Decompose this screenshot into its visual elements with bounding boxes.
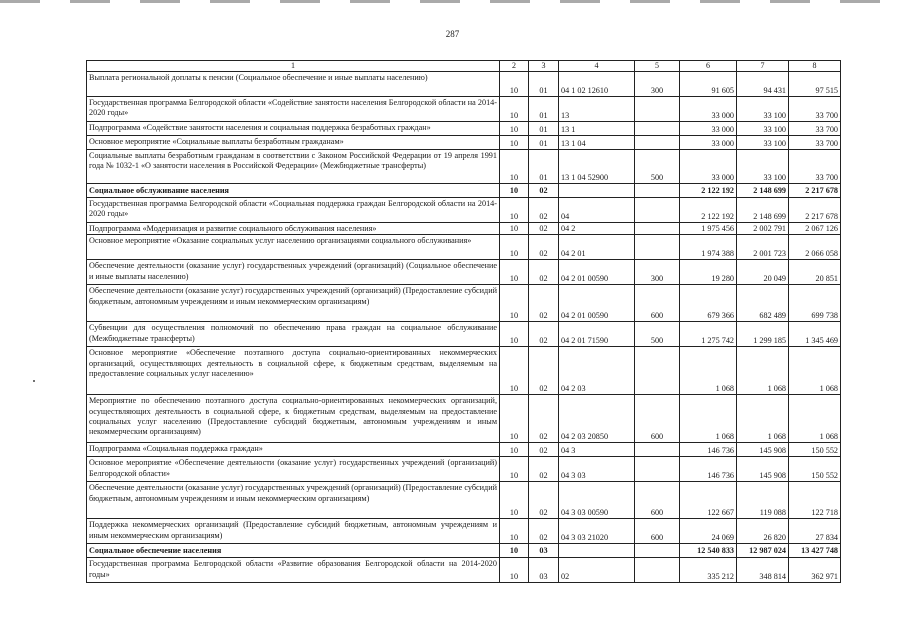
amount-year-3: 2 217 678 (789, 184, 841, 198)
expense-type-code: 500 (635, 322, 680, 347)
section-row (87, 184, 841, 198)
subsection-code: 02 (529, 395, 559, 443)
table-row (87, 347, 841, 395)
subsection-code: 01 (529, 122, 559, 136)
table-row (87, 97, 841, 122)
row-description: Подпрограмма «Социальная поддержка граждан» (87, 443, 500, 457)
amount-year-2: 2 002 791 (737, 223, 789, 235)
amount-year-1: 2 122 192 (680, 184, 737, 198)
amount-year-2: 145 908 (737, 457, 789, 482)
row-description: Социальное обслуживание населения (87, 184, 500, 198)
expense-type-code (635, 122, 680, 136)
expense-type-code (635, 97, 680, 122)
amount-year-1: 1 974 388 (680, 235, 737, 260)
section-code: 10 (500, 443, 529, 457)
row-description: Государственная программа Белгородской области «Развитие образования Белгородской области на 2014-2020 годы» (87, 558, 500, 583)
section-code: 10 (500, 122, 529, 136)
section-code: 10 (500, 519, 529, 544)
amount-year-2: 2 148 699 (737, 184, 789, 198)
expense-type-code (635, 184, 680, 198)
amount-year-2: 1 068 (737, 347, 789, 395)
page-number: 287 (445, 29, 460, 39)
subsection-code: 01 (529, 72, 559, 97)
expense-type-code (635, 223, 680, 235)
subsection-code: 02 (529, 198, 559, 223)
column-number-header (87, 61, 841, 72)
section-code: 10 (500, 184, 529, 198)
expense-type-code (635, 443, 680, 457)
amount-year-3: 33 700 (789, 136, 841, 150)
subsection-code: 02 (529, 322, 559, 347)
amount-year-2: 33 100 (737, 97, 789, 122)
amount-year-2: 2 148 699 (737, 198, 789, 223)
expense-type-code: 600 (635, 482, 680, 519)
amount-year-3: 1 068 (789, 347, 841, 395)
row-description: Государственная программа Белгородской области «Содействие занятости населения Белгородской области на 2014-2020 годы» (87, 97, 500, 122)
expense-type-code: 500 (635, 150, 680, 184)
target-article-code: 04 3 03 21020 (559, 519, 635, 544)
header-cell: 8 (789, 61, 841, 72)
subsection-code: 02 (529, 443, 559, 457)
row-description: Выплата региональной доплаты к пенсии (Социальное обеспечение и иные выплаты населению) (87, 72, 500, 97)
amount-year-3: 150 552 (789, 443, 841, 457)
subsection-code: 02 (529, 260, 559, 285)
scan-speck (33, 380, 35, 382)
expense-type-code: 300 (635, 260, 680, 285)
expense-type-code (635, 558, 680, 583)
amount-year-2: 682 489 (737, 285, 789, 322)
section-code: 10 (500, 457, 529, 482)
section-code: 10 (500, 347, 529, 395)
expense-type-code (635, 235, 680, 260)
row-description: Обеспечение деятельности (оказание услуг) государственных учреждений (организаций) (Предоставление субсидий бюджетным, автономным учреждениям и иным некоммерческим организациям) (87, 285, 500, 322)
target-article-code: 04 2 01 (559, 235, 635, 260)
amount-year-2: 12 987 024 (737, 544, 789, 558)
subsection-code: 03 (529, 558, 559, 583)
subsection-code: 01 (529, 136, 559, 150)
expense-type-code (635, 544, 680, 558)
expense-type-code: 300 (635, 72, 680, 97)
table-row (87, 482, 841, 519)
amount-year-1: 146 736 (680, 457, 737, 482)
amount-year-1: 19 280 (680, 260, 737, 285)
section-code: 10 (500, 223, 529, 235)
subsection-code: 02 (529, 457, 559, 482)
header-cell: 4 (559, 61, 635, 72)
section-code: 10 (500, 136, 529, 150)
amount-year-3: 699 738 (789, 285, 841, 322)
header-cell: 6 (680, 61, 737, 72)
table-row (87, 558, 841, 583)
section-row (87, 544, 841, 558)
row-description: Основное мероприятие «Социальные выплаты безработным гражданам» (87, 136, 500, 150)
expense-type-code (635, 136, 680, 150)
amount-year-1: 91 605 (680, 72, 737, 97)
amount-year-1: 33 000 (680, 97, 737, 122)
amount-year-1: 24 069 (680, 519, 737, 544)
amount-year-1: 335 212 (680, 558, 737, 583)
table-row (87, 122, 841, 136)
amount-year-1: 1 068 (680, 347, 737, 395)
subsection-code: 02 (529, 184, 559, 198)
section-code: 10 (500, 322, 529, 347)
target-article-code: 13 (559, 97, 635, 122)
amount-year-2: 33 100 (737, 122, 789, 136)
header-cell: 7 (737, 61, 789, 72)
amount-year-2: 2 001 723 (737, 235, 789, 260)
amount-year-1: 12 540 833 (680, 544, 737, 558)
amount-year-1: 2 122 192 (680, 198, 737, 223)
section-code: 10 (500, 235, 529, 260)
amount-year-1: 146 736 (680, 443, 737, 457)
row-description: Обеспечение деятельности (оказание услуг) государственных учреждений (организаций) (Предоставление субсидий бюджетным, автономным учреждениям и иным некоммерческим организациям) (87, 482, 500, 519)
amount-year-1: 122 667 (680, 482, 737, 519)
target-article-code: 04 2 01 71590 (559, 322, 635, 347)
amount-year-3: 20 851 (789, 260, 841, 285)
amount-year-2: 94 431 (737, 72, 789, 97)
amount-year-2: 348 814 (737, 558, 789, 583)
amount-year-2: 145 908 (737, 443, 789, 457)
header-cell: 2 (500, 61, 529, 72)
target-article-code: 13 1 04 52900 (559, 150, 635, 184)
expense-type-code: 600 (635, 519, 680, 544)
amount-year-3: 150 552 (789, 457, 841, 482)
target-article-code: 04 2 03 20850 (559, 395, 635, 443)
row-description: Субвенции для осуществления полномочий по обеспечению права граждан на социальное обслуживание (Межбюджетные трансферты) (87, 322, 500, 347)
amount-year-2: 1 068 (737, 395, 789, 443)
amount-year-3: 2 067 126 (789, 223, 841, 235)
amount-year-3: 1 345 469 (789, 322, 841, 347)
table-row (87, 223, 841, 235)
section-code: 10 (500, 285, 529, 322)
target-article-code: 04 3 03 00590 (559, 482, 635, 519)
row-description: Обеспечение деятельности (оказание услуг) государственных учреждений (организаций) (Социальное обеспечение и иные выплаты населению) (87, 260, 500, 285)
subsection-code: 02 (529, 519, 559, 544)
amount-year-2: 33 100 (737, 136, 789, 150)
amount-year-3: 2 217 678 (789, 198, 841, 223)
amount-year-1: 1 975 456 (680, 223, 737, 235)
subsection-code: 02 (529, 347, 559, 395)
table-row (87, 198, 841, 223)
table-row (87, 260, 841, 285)
subsection-code: 02 (529, 482, 559, 519)
table-row (87, 136, 841, 150)
section-code: 10 (500, 482, 529, 519)
target-article-code: 04 2 03 (559, 347, 635, 395)
section-code: 10 (500, 97, 529, 122)
target-article-code: 13 1 04 (559, 136, 635, 150)
target-article-code (559, 184, 635, 198)
expense-type-code: 600 (635, 285, 680, 322)
amount-year-2: 20 049 (737, 260, 789, 285)
expense-type-code: 600 (635, 395, 680, 443)
subsection-code: 02 (529, 223, 559, 235)
target-article-code: 02 (559, 558, 635, 583)
row-description: Мероприятие по обеспечению поэтапного доступа социально-ориентированных некоммерческих организаций, осуществляющих деятельность в социальной сфере, к бюджетным средствам, выделяемым на предоставление социальных услуг населению (Предоставление субсидий бюджетным, автономным учреждениям и иным некоммерческим организациям) (87, 395, 500, 443)
target-article-code: 04 3 03 (559, 457, 635, 482)
table-row (87, 235, 841, 260)
target-article-code: 13 1 (559, 122, 635, 136)
target-article-code: 04 2 01 00590 (559, 260, 635, 285)
section-code: 10 (500, 198, 529, 223)
table-row (87, 457, 841, 482)
amount-year-2: 1 299 185 (737, 322, 789, 347)
scan-edge-artifact (0, 0, 905, 3)
row-description: Основное мероприятие «Оказание социальных услуг населению организациями социального обслуживания» (87, 235, 500, 260)
row-description: Социальные выплаты безработным гражданам в соответствии с Законом Российской Федерации от 19 апреля 1991 года № 1032-1 «О занятости населения в Российской Федерации» (Межбюджетные трансферты) (87, 150, 500, 184)
section-code: 10 (500, 395, 529, 443)
amount-year-3: 97 515 (789, 72, 841, 97)
subsection-code: 01 (529, 150, 559, 184)
header-cell: 5 (635, 61, 680, 72)
amount-year-3: 33 700 (789, 122, 841, 136)
target-article-code: 04 2 01 00590 (559, 285, 635, 322)
section-code: 10 (500, 72, 529, 97)
amount-year-3: 13 427 748 (789, 544, 841, 558)
amount-year-3: 362 971 (789, 558, 841, 583)
budget-table (86, 60, 841, 583)
row-description: Подпрограмма «Модернизация и развитие социального обслуживания населения» (87, 223, 500, 235)
row-description: Поддержка некоммерческих организаций (Предоставление субсидий бюджетным, автономным учреждениям и иным некоммерческим организациям) (87, 519, 500, 544)
amount-year-3: 122 718 (789, 482, 841, 519)
amount-year-3: 1 068 (789, 395, 841, 443)
expense-type-code (635, 198, 680, 223)
table-row (87, 395, 841, 443)
section-code: 10 (500, 544, 529, 558)
table-row (87, 519, 841, 544)
subsection-code: 02 (529, 235, 559, 260)
table-row (87, 322, 841, 347)
target-article-code: 04 3 (559, 443, 635, 457)
amount-year-1: 33 000 (680, 136, 737, 150)
section-code: 10 (500, 150, 529, 184)
row-description: Подпрограмма «Содействие занятости населения и социальная поддержка безработных граждан» (87, 122, 500, 136)
amount-year-3: 27 834 (789, 519, 841, 544)
expense-type-code (635, 457, 680, 482)
row-description: Социальное обеспечение населения (87, 544, 500, 558)
subsection-code: 02 (529, 285, 559, 322)
table-row (87, 150, 841, 184)
target-article-code: 04 2 (559, 223, 635, 235)
amount-year-3: 2 066 058 (789, 235, 841, 260)
target-article-code: 04 1 02 12610 (559, 72, 635, 97)
expense-type-code (635, 347, 680, 395)
subsection-code: 03 (529, 544, 559, 558)
subsection-code: 01 (529, 97, 559, 122)
amount-year-1: 1 275 742 (680, 322, 737, 347)
amount-year-1: 1 068 (680, 395, 737, 443)
row-description: Основное мероприятие «Обеспечение поэтапного доступа социально-ориентированных некоммерческих организаций, осуществляющих деятельность в социальной сфере, к бюджетным средствам, выделяемым на предоставление социальных услуг населению» (87, 347, 500, 395)
amount-year-3: 33 700 (789, 150, 841, 184)
amount-year-2: 33 100 (737, 150, 789, 184)
row-description: Основное мероприятие «Обеспечение деятельности (оказание услуг) государственных учреждений (организаций) Белгородской области» (87, 457, 500, 482)
section-code: 10 (500, 260, 529, 285)
target-article-code: 04 (559, 198, 635, 223)
header-cell: 3 (529, 61, 559, 72)
amount-year-2: 119 088 (737, 482, 789, 519)
amount-year-1: 679 366 (680, 285, 737, 322)
target-article-code (559, 544, 635, 558)
amount-year-3: 33 700 (789, 97, 841, 122)
row-description: Государственная программа Белгородской области «Социальная поддержка граждан Белгородской области на 2014-2020 годы» (87, 198, 500, 223)
table-row (87, 285, 841, 322)
table-row (87, 443, 841, 457)
amount-year-1: 33 000 (680, 150, 737, 184)
header-cell: 1 (87, 61, 500, 72)
section-code: 10 (500, 558, 529, 583)
amount-year-1: 33 000 (680, 122, 737, 136)
amount-year-2: 26 820 (737, 519, 789, 544)
table-row (87, 72, 841, 97)
